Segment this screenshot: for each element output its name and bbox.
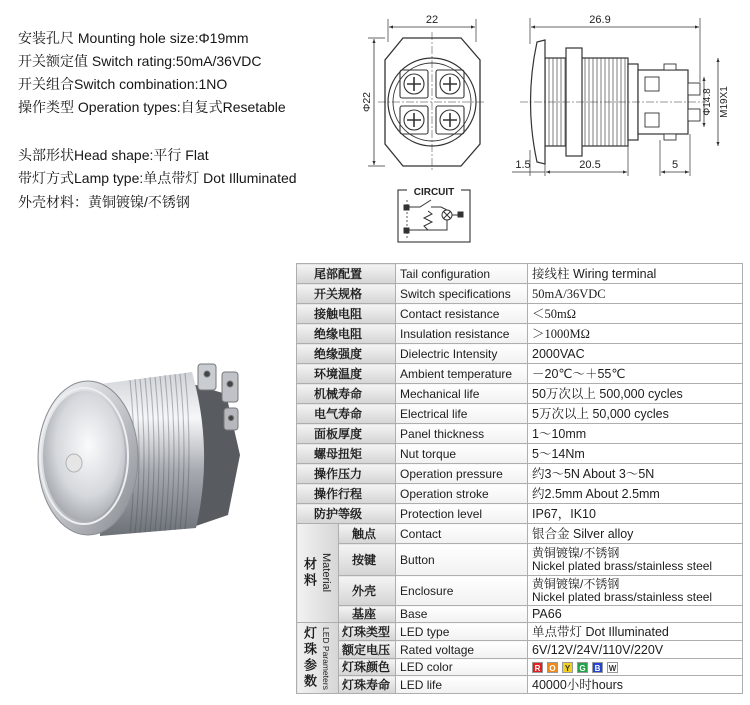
spec-switch-rating: 开关额定值 Switch rating:50mA/36VDC bbox=[18, 53, 262, 69]
spec-switch-combination: 开关组合Switch combination:1NO bbox=[18, 76, 228, 92]
spec-value: 5～14Nm bbox=[528, 444, 743, 464]
spec-label-cn: 机械寿命 bbox=[297, 384, 396, 404]
led-color-swatch: Y bbox=[562, 662, 573, 673]
spec-value: IP67，IK10 bbox=[528, 504, 743, 524]
led-value: 40000小时hours bbox=[528, 676, 743, 694]
led-group-cn: 灯珠参数 bbox=[302, 626, 317, 690]
material-row bbox=[297, 606, 743, 623]
spec-row bbox=[297, 484, 743, 504]
material-label-en: Button bbox=[396, 544, 528, 576]
terminal-tab bbox=[664, 64, 676, 70]
circuit-wires bbox=[409, 212, 458, 231]
terminal-block bbox=[645, 113, 659, 127]
terminal-tab bbox=[664, 134, 676, 140]
material-value: 银合金 Silver alloy bbox=[528, 524, 743, 544]
material-value-line: 黄铜镀镍/不锈钢 bbox=[532, 576, 620, 591]
led-label-cn: 灯珠寿命 bbox=[339, 676, 396, 694]
spec-row bbox=[297, 424, 743, 444]
terminal-tab bbox=[688, 109, 700, 121]
led-label-cn: 灯珠颜色 bbox=[339, 659, 396, 676]
material-value: PA66 bbox=[528, 606, 743, 623]
led-group-label-inner bbox=[297, 626, 338, 690]
material-label-en: Contact bbox=[396, 524, 528, 544]
led-label-en: LED type bbox=[396, 623, 528, 641]
spec-row bbox=[297, 444, 743, 464]
spec-label-en: Ambient temperature bbox=[396, 364, 528, 384]
spec-label-en: Nut torque bbox=[396, 444, 528, 464]
led-label-en: Rated voltage bbox=[396, 641, 528, 659]
terminal-tab bbox=[688, 83, 700, 95]
led-color-swatch: O bbox=[547, 662, 558, 673]
spec-head-shape: 头部形状Head shape:平行 Flat bbox=[18, 147, 209, 163]
led-group-label bbox=[297, 623, 339, 694]
front-diameter-label: Φ22 bbox=[361, 91, 373, 113]
material-label-cn: 基座 bbox=[339, 606, 396, 623]
front-width-label: 22 bbox=[425, 14, 439, 26]
spec-label-cn: 螺母扭矩 bbox=[297, 444, 396, 464]
led-color-swatch: B bbox=[592, 662, 603, 673]
spec-label-cn: 面板厚度 bbox=[297, 424, 396, 444]
material-label-cn: 按键 bbox=[339, 544, 396, 576]
spec-value: 5万次以上 50,000 cycles bbox=[528, 404, 743, 424]
led-row bbox=[297, 659, 743, 676]
spec-enclosure-material: 外壳材料：黄铜镀镍/不锈钢 bbox=[18, 194, 190, 210]
led-value: 单点带灯 Dot Illuminated bbox=[528, 623, 743, 641]
led-value bbox=[528, 659, 743, 676]
spec-label-en: Switch specifications bbox=[396, 284, 528, 304]
spec-value: 约3～5N About 3～5N bbox=[528, 464, 743, 484]
material-label-en: Base bbox=[396, 606, 528, 623]
head-thickness-label: 1.5 bbox=[515, 159, 531, 171]
circuit-terminal bbox=[404, 205, 409, 210]
spec-row bbox=[297, 264, 743, 284]
spec-label-en: Panel thickness bbox=[396, 424, 528, 444]
spec-value: 50mA/36VDC bbox=[528, 284, 743, 304]
material-group-label bbox=[297, 524, 339, 623]
spec-lamp-type: 带灯方式Lamp type:单点带灯 Dot Illuminated bbox=[18, 170, 297, 186]
led-label-en: LED life bbox=[396, 676, 528, 694]
flat-push-face bbox=[43, 391, 125, 521]
material-row bbox=[297, 544, 743, 576]
material-row bbox=[297, 576, 743, 606]
material-group-label-inner bbox=[297, 553, 338, 592]
spec-label-cn: 操作行程 bbox=[297, 484, 396, 504]
material-group-en: Material bbox=[320, 553, 332, 593]
circuit-terminal bbox=[404, 228, 409, 233]
resistor-symbol bbox=[424, 211, 432, 230]
spec-value: 1～10mm bbox=[528, 424, 743, 444]
spec-label-en: Insulation resistance bbox=[396, 324, 528, 344]
side-length-label: 26.9 bbox=[589, 14, 611, 26]
spec-row bbox=[297, 364, 743, 384]
spec-label-en: Electrical life bbox=[396, 404, 528, 424]
led-row bbox=[297, 623, 743, 641]
switch-symbol bbox=[409, 200, 447, 210]
spec-row bbox=[297, 304, 743, 324]
spec-value: 约2.5mm About 2.5mm bbox=[528, 484, 743, 504]
spec-value: 接线柱 Wiring terminal bbox=[528, 264, 743, 284]
spec-value: 2000VAC bbox=[528, 344, 743, 364]
tail-length-label: 5 bbox=[671, 159, 679, 171]
spec-row bbox=[297, 404, 743, 424]
circuit-label: CIRCUIT bbox=[413, 187, 455, 198]
material-value bbox=[528, 544, 743, 576]
led-label-cn: 灯珠类型 bbox=[339, 623, 396, 641]
led-group-en: LED Parameters bbox=[321, 626, 331, 690]
material-label-cn: 触点 bbox=[339, 524, 396, 544]
led-color-swatch: G bbox=[577, 662, 588, 673]
material-group-cn: 材料 bbox=[302, 557, 317, 589]
spec-label-en: Operation stroke bbox=[396, 484, 528, 504]
side-view-drawing bbox=[512, 18, 718, 176]
spec-label-cn: 绝缘强度 bbox=[297, 344, 396, 364]
material-label-cn: 外壳 bbox=[339, 576, 396, 606]
spec-row bbox=[297, 344, 743, 364]
body-length-label: 20.5 bbox=[579, 159, 601, 171]
thread-size-label: M19X1 bbox=[719, 86, 730, 118]
spec-label-cn: 尾部配置 bbox=[297, 264, 396, 284]
lamp-diameter-label: Φ14.8 bbox=[702, 88, 713, 116]
spec-label-en: Protection level bbox=[396, 504, 528, 524]
spec-label-en: Tail configuration bbox=[396, 264, 528, 284]
spec-table bbox=[296, 263, 743, 694]
led-color-swatch: W bbox=[608, 664, 617, 674]
spec-label-cn: 接触电阻 bbox=[297, 304, 396, 324]
material-label-en: Enclosure bbox=[396, 576, 528, 606]
spec-row bbox=[297, 384, 743, 404]
spec-mounting-hole: 安装孔尺 Mounting hole size:Φ19mm bbox=[18, 30, 249, 46]
spec-label-cn: 绝缘电阻 bbox=[297, 324, 396, 344]
spec-row bbox=[297, 324, 743, 344]
spec-row bbox=[297, 464, 743, 484]
material-value-line-2: Nickel plated brass/stainless steel bbox=[532, 558, 713, 573]
led-label-cn: 额定电压 bbox=[339, 641, 396, 659]
spec-label-cn: 操作压力 bbox=[297, 464, 396, 484]
spec-label-en: Dielectric Intensity bbox=[396, 344, 528, 364]
spec-label-cn: 电气寿命 bbox=[297, 404, 396, 424]
spec-label-en: Contact resistance bbox=[396, 304, 528, 324]
spec-label-cn: 开关规格 bbox=[297, 284, 396, 304]
material-value-line: 黄铜镀镍/不锈钢 bbox=[532, 545, 620, 560]
terminal-block bbox=[645, 77, 659, 91]
circuit-terminal bbox=[458, 212, 463, 217]
material-row bbox=[297, 524, 743, 544]
spec-label-cn: 环境温度 bbox=[297, 364, 396, 384]
spec-table-body bbox=[297, 264, 743, 694]
spec-value: －20℃～＋55℃ bbox=[528, 364, 743, 384]
spec-value: ＜50mΩ bbox=[528, 304, 743, 324]
led-row bbox=[297, 641, 743, 659]
product-photo bbox=[30, 350, 250, 550]
front-view-drawing bbox=[368, 19, 486, 172]
spec-operation-type: 操作类型 Operation types:自复式Resetable bbox=[18, 99, 286, 115]
spec-value: 50万次以上 500,000 cycles bbox=[528, 384, 743, 404]
material-value-line-2: Nickel plated brass/stainless steel bbox=[532, 589, 713, 604]
spec-label-en: Operation pressure bbox=[396, 464, 528, 484]
spec-label-cn: 防护等级 bbox=[297, 504, 396, 524]
led-label-en: LED color bbox=[396, 659, 528, 676]
led-value: 6V/12V/24V/110V/220V bbox=[528, 641, 743, 659]
led-dot bbox=[66, 454, 82, 472]
spec-row bbox=[297, 284, 743, 304]
led-color-swatch: R bbox=[532, 662, 543, 673]
spec-value: ＞1000MΩ bbox=[528, 324, 743, 344]
technical-drawings bbox=[0, 0, 750, 250]
led-row bbox=[297, 676, 743, 694]
spec-row bbox=[297, 504, 743, 524]
spec-label-en: Mechanical life bbox=[396, 384, 528, 404]
material-value bbox=[528, 576, 743, 606]
